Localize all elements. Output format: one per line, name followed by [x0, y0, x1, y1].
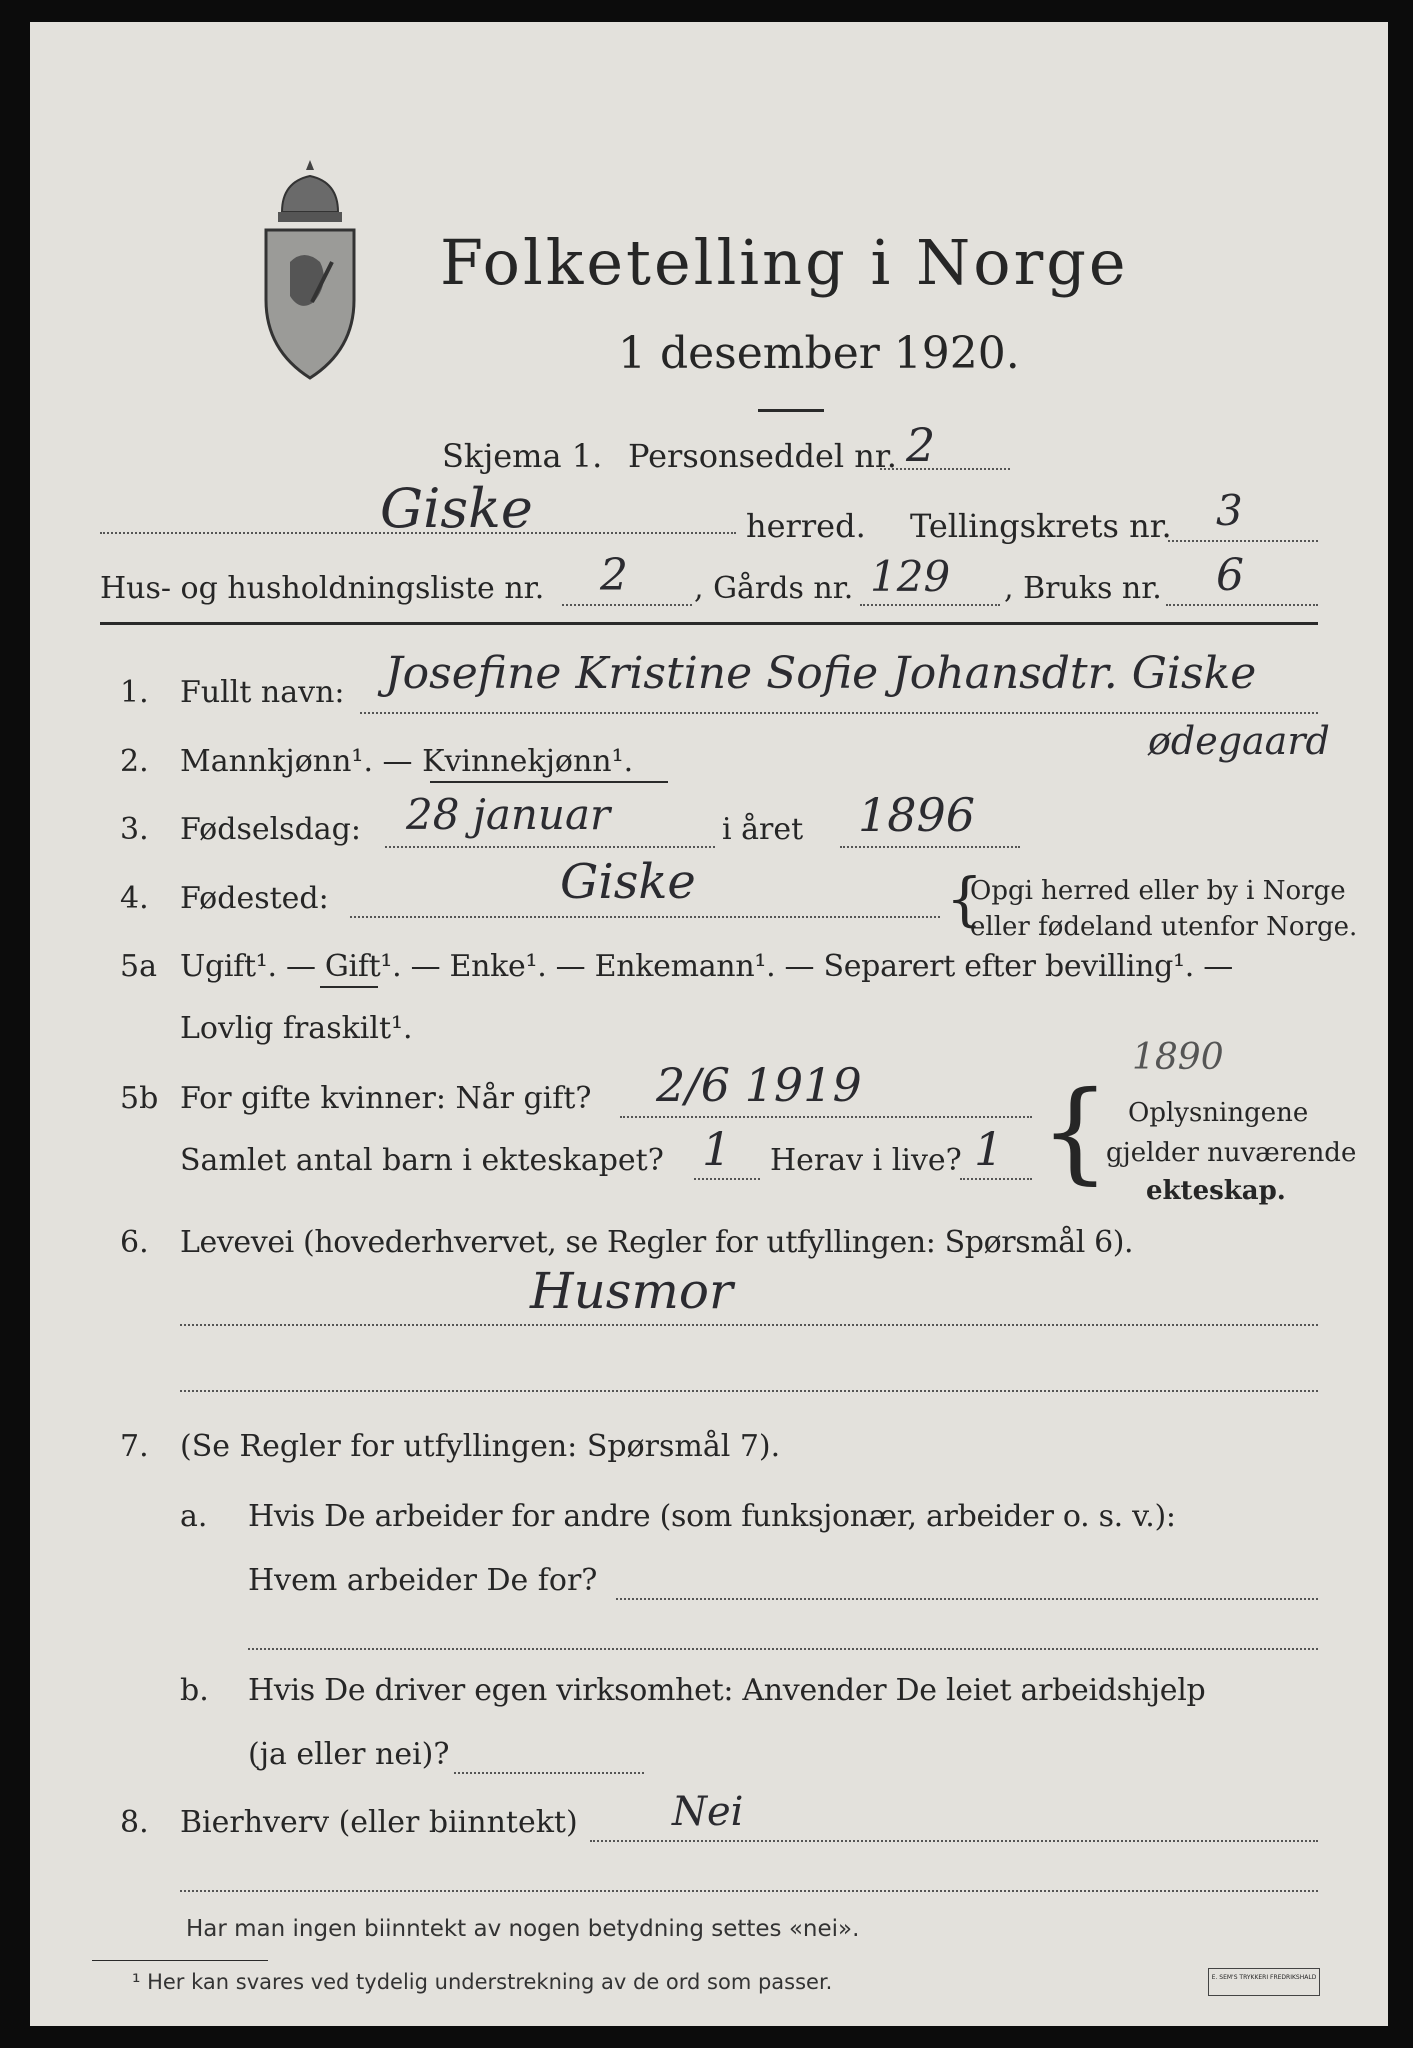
form-title: Folketelling i Norge: [440, 226, 1129, 299]
q5b-children-label: Samlet antal barn i ekteskapet?: [180, 1143, 664, 1178]
q7b-line2: (ja eller nei)?: [248, 1737, 450, 1772]
q7-number: 7.: [120, 1429, 149, 1464]
nei-instruction: Har man ingen biinntekt av nogen betydning settes «nei».: [186, 1916, 860, 1942]
year-label: i året: [722, 812, 804, 847]
q7-label: (Se Regler for utfyllingen: Spørsmål 7).: [180, 1429, 781, 1464]
footnote-divider: [92, 1960, 268, 1961]
marriage-note-1: Oplysningene: [1128, 1098, 1309, 1128]
marriage-note-3: ekteskap.: [1146, 1176, 1286, 1206]
personseddel-label: Personseddel nr.: [628, 437, 897, 475]
q1-label: Fullt navn:: [180, 675, 345, 710]
marriage-note-2: gjelder nuværende: [1106, 1138, 1357, 1168]
title-divider: [758, 409, 824, 412]
full-name-value-line2: ødegaard: [1148, 719, 1330, 763]
gender-options: Mannkjønn¹. — Kvinnekjønn¹.: [180, 744, 634, 779]
occupation-value: Husmor: [530, 1262, 733, 1320]
margin-note: 1890: [1132, 1037, 1224, 1078]
q3-number: 3.: [120, 812, 149, 847]
husliste-value: 2: [600, 550, 628, 601]
q6-number: 6.: [120, 1225, 149, 1260]
marital-options-line2: Lovlig fraskilt¹.: [180, 1011, 413, 1046]
birth-date-value: 28 januar: [406, 790, 611, 839]
q1-number: 1.: [120, 675, 149, 710]
herred-label: herred.: [746, 507, 866, 545]
q6-label: Levevei (hovederhvervet, se Regler for utfyllingen: Spørsmål 6).: [180, 1225, 1134, 1260]
children-count-value: 1: [702, 1122, 732, 1176]
q7b-line1: Hvis De driver egen virksomhet: Anvender De leiet arbeidshjelp: [248, 1673, 1206, 1708]
brace-icon: {: [1040, 1067, 1110, 1195]
q5b-number: 5b: [120, 1081, 159, 1116]
birthplace-note-2: eller fødeland utenfor Norge.: [970, 912, 1358, 942]
marital-options: Ugift¹. — Gift¹. — Enke¹. — Enkemann¹. — Separert efter bevilling¹. —: [180, 949, 1233, 984]
brace-icon: {: [946, 865, 983, 933]
q2-number: 2.: [120, 744, 149, 779]
q5b-alive-label: Herav i live?: [770, 1143, 962, 1178]
gards-label: , Gårds nr.: [694, 571, 854, 606]
q7a-line2: Hvem arbeider De for?: [248, 1563, 598, 1598]
q7a-line1: Hvis De arbeider for andre (som funksjonær, arbeider o. s. v.):: [248, 1499, 1176, 1534]
tellingskrets-value: 3: [1216, 486, 1243, 535]
q8-number: 8.: [120, 1805, 149, 1840]
q8-label: Bierhverv (eller biinntekt): [180, 1805, 578, 1840]
skjema-label: Skjema 1.: [442, 437, 603, 475]
kvinnekjonn-underline: [430, 781, 668, 783]
q4-label: Fødested:: [180, 881, 329, 916]
q5a-number: 5a: [120, 949, 157, 984]
side-income-value: Nei: [672, 1789, 744, 1835]
bruks-value: 6: [1216, 550, 1244, 601]
footnote: ¹ Her kan svares ved tydelig understrekning av de ord som passer.: [132, 1970, 833, 1994]
q4-number: 4.: [120, 881, 149, 916]
q3-label: Fødselsdag:: [180, 812, 361, 847]
q5b-label: For gifte kvinner: Når gift?: [180, 1081, 592, 1116]
tellingskrets-label: Tellingskrets nr.: [910, 507, 1172, 545]
gift-underline: [320, 986, 378, 988]
header-divider: [100, 622, 1318, 625]
birth-year-value: 1896: [858, 788, 976, 842]
q7b-letter: b.: [180, 1673, 209, 1708]
bruks-label: , Bruks nr.: [1004, 571, 1162, 606]
gards-value: 129: [870, 552, 951, 601]
birthplace-value: Giske: [560, 854, 696, 910]
personseddel-value: 2: [906, 418, 936, 472]
birthplace-note-1: Opgi herred eller by i Norge: [970, 876, 1346, 906]
printer-stamp: E. SEM'S TRYKKERI FREDRIKSHALD: [1208, 1968, 1320, 1996]
census-date: 1 desember 1920.: [618, 328, 1020, 379]
husliste-label: Hus- og husholdningsliste nr.: [100, 571, 545, 606]
coat-of-arms-icon: [260, 152, 360, 382]
q7a-letter: a.: [180, 1499, 208, 1534]
children-alive-value: 1: [974, 1122, 1004, 1176]
herred-value: Giske: [380, 477, 533, 540]
marriage-date-value: 2/6 1919: [656, 1058, 862, 1112]
full-name-value: Josefine Kristine Sofie Johansdtr. Giske: [385, 648, 1257, 699]
census-form: [30, 22, 1388, 2026]
